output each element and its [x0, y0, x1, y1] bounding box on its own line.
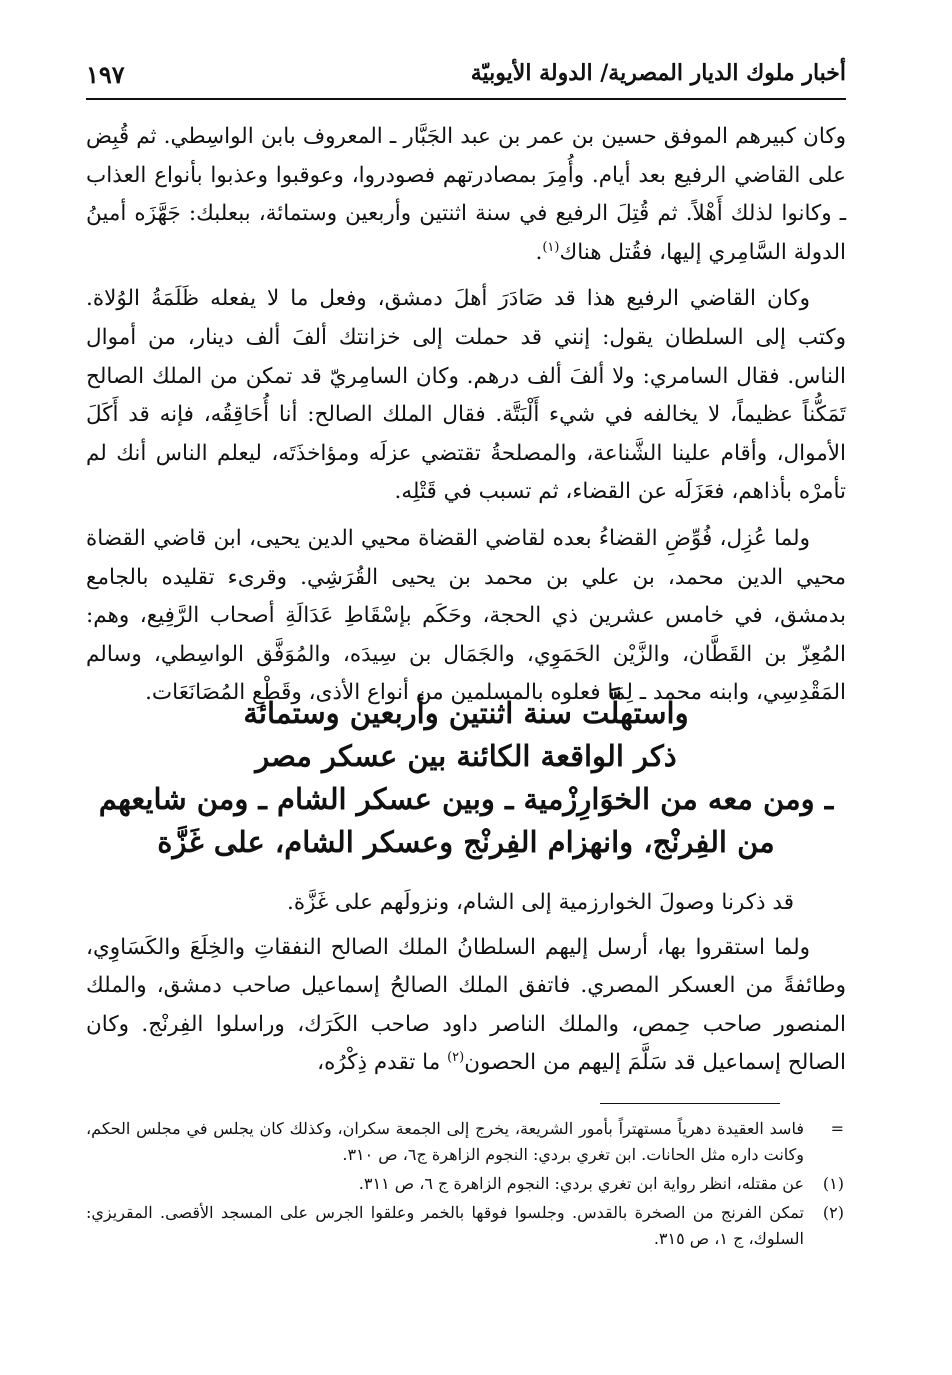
paragraph-text: ما تقدم ذِكْرُه،	[317, 1050, 448, 1076]
paragraph-text: وكان كبيرهم الموفق حسين بن عمر بن عبد الجَبَّار ـ المعروف بابن الواسِطي. ثم قُبِض على القاضي الرفيع بعد أيام. وأُمِرَ بمصادرتهم فصودروا، وعوقبوا وعذبوا بأنواع العذاب ـ وكانوا لذلك أَهْلاً. ثم قُتِلَ الرفيع في سنة اثنتين وأربعين وستمائة، ببعلبك: جَهَّزَه أمينُ الدولة السَّامِري إليها، فقُتل هناك	[86, 124, 846, 265]
paragraph: وكان القاضي الرفيع هذا قد صَادَرَ أهلَ دمشق، وفعل ما لا يفعله ظَلَمَةُ الوُلاة. وكتب إلى السلطان يقول: إنني قد حملت إلى خزانتك ألفَ ألف دينار، من أموال الناس. فقال السامري: ولا ألفَ ألف درهم. وكان السامِريّ قد تمكن من الملك الصالح تَمَكُّناً عظيماً، لا يخالفه في شيء أَلْبَتَّة. فقال الملك الصالح: أنا أُحَاقِقُه، فإنه قد أَكَلَ الأموال، وأقام علينا الشَّناعة، والمصلحةُ تقتضي عزلَه ومؤاخذَتَه، ليعلم الناس أنك لم تأمرْه بأذاهم، فعَزَلَه عن القضاء، ثم تسبب في قَتْلِه.	[86, 286, 846, 505]
footnote-mark: =	[830, 1119, 844, 1138]
main-text-upper	[86, 118, 846, 721]
footnote	[86, 1116, 846, 1168]
heading-line: واستهلَّت سنة اثنتين وأربعين وستمائة	[243, 696, 689, 730]
footnote	[86, 1171, 846, 1197]
footnote	[86, 1200, 846, 1252]
heading-line: ـ ومن معه من الخوَارِزْمية ـ وبين عسكر الشام ـ ومن شايعهم	[98, 782, 834, 816]
footnote-mark: (٢)	[822, 1203, 844, 1222]
page-number: ١٩٧	[86, 60, 125, 89]
running-title: أخبار ملوك الديار المصرية/ الدولة الأيوبيّة	[470, 60, 846, 86]
footnote-text: عن مقتله، انظر رواية ابن تغري بردي: النجوم الزاهرة ج ٦، ص ٣١١.	[358, 1174, 804, 1193]
paragraph-text: ولما استقروا بها، أرسل إليهم السلطانُ الملك الصالح النفقاتِ والخِلَعَ والكَسَاوِي، وطائفةً من العسكر المصري. فاتفق الملك الصالحُ إسماعيل صاحب دمشق، والملك المنصور صاحب حِمص، والملك الناصر داود صاحب الكَرَك، وراسلوا الفِرنْج. وكان الصالح إسماعيل قد سَلَّمَ إليهم من الحصون	[86, 934, 846, 1076]
footnotes	[86, 1116, 846, 1255]
footnote-ref: (٢)	[447, 1050, 465, 1066]
paragraph	[86, 929, 846, 1083]
paragraph: ولما عُزِل، فُوِّضِ القضاءُ بعده لقاضي القضاة محيي الدين يحيى، ابن قاضي القضاة محيي الدين محمد، بن علي بن محمد بن يحيى القُرَشِي. وقرىء تقليده بالجامع بدمشق، في خامس عشرين ذي الحجة، وحَكَم بإسْقَاطِ عَدَالَةِ أصحاب الرَّفِيع، وهم: المُعِزّ بن القَطَّان، والزَّيْن الحَمَوِي، والجَمَال بن سِيدَه، والمُوَفَّق الواسِطي، وسالم المَقْدِسِي، وابنه محمد ـ لِمَا فعلوه بالمسلمين من أنواع الأذى، وقَطْعِ المُصَانَعَات.	[86, 525, 846, 706]
section-heading	[86, 692, 846, 864]
footnote-mark: (١)	[822, 1174, 844, 1193]
footnote-text: تمكن الفرنج من الصخرة بالقدس. وجلسوا فوقها بالخمر وعلقوا الجرس على المسجد الأقصى. المقريزي: السلوك، ج ١، ص ٣١٥.	[86, 1203, 804, 1248]
footnote-divider	[600, 1103, 780, 1104]
footnote-ref: (١)	[542, 239, 560, 255]
paragraph: وكان كبيرهم الموفق حسين بن عمر بن عبد الجَبَّار ـ المعروف بابن الواسِطي. ثم قُبِض على القاضي الرفيع بعد أيام. وأُمِرَ بمصادرتهم فصودروا، وعوقبوا وعذبوا بأنواع العذاب ـ وكانوا لذلك أَهْلاً. ثم قُتِلَ الرفيع في سنة اثنتين وأربعين وستمائة، ببعلبك: جَهَّزَه أمينُ الدولة السَّامِري إليها، فقُتل هناك$^{(١)}$.	[86, 124, 846, 265]
running-header	[86, 58, 846, 100]
paragraph: قد ذكرنا وصولَ الخوارزمية إلى الشام، ونزولَهم على غَزَّة.	[287, 890, 794, 915]
heading-line: ذكر الواقعة الكائنة بين عسكر مصر	[255, 739, 677, 773]
footnote-text: فاسد العقيدة دهرياً مستهتراً بأمور الشريعة، يخرج إلى الجمعة سكران، وكذلك كان يجلس في مجلس الحكم، وكانت داره مثل الحانات. ابن تغري بردي: النجوم الزاهرة ج٦، ص ٣١٠.	[86, 1119, 804, 1164]
main-text-lower	[86, 884, 846, 1089]
heading-line: من الفِرنْج، وانهزام الفِرنْج وعسكر الشام، على غَزَّة	[157, 825, 775, 859]
